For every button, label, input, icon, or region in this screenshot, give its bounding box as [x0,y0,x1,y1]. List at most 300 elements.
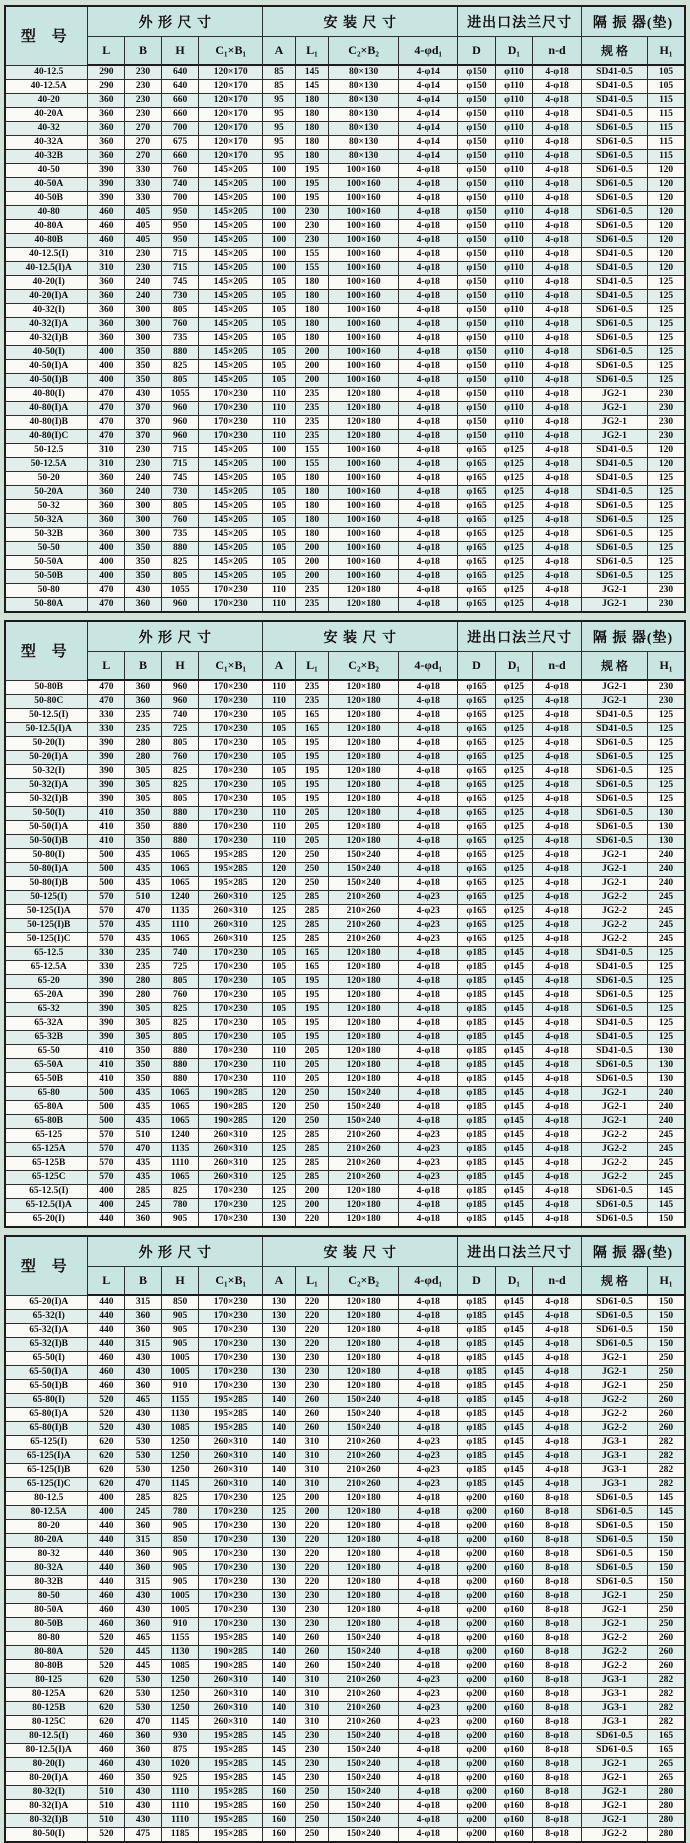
table-row [5,1576,685,1590]
table-row [5,1646,685,1660]
value-cell: 145×205 [199,206,263,220]
value-cell: JG3-1 [582,1702,648,1716]
value-cell: φ125 [495,807,532,821]
value-cell: JG2-1 [582,584,648,598]
value-cell: 100 [263,458,296,472]
value-cell: JG2-1 [582,1618,648,1632]
value-cell: 4-φ18 [399,723,458,737]
value-cell: 8-φ18 [533,1618,582,1632]
value-cell: SD61-0.5 [582,374,648,388]
column-header: B [125,652,162,681]
table-row [5,318,685,332]
value-cell: 125 [648,304,686,318]
value-cell: 200 [295,1506,328,1520]
table-row [5,807,685,821]
value-cell: 570 [88,1143,125,1157]
value-cell: 100×160 [329,570,399,584]
value-cell: φ185 [458,1143,495,1157]
value-cell: JG2-2 [582,1129,648,1143]
value-cell: JG2-1 [582,1087,648,1101]
value-cell: 8-φ18 [533,1688,582,1702]
value-cell: 4-φ18 [533,514,582,528]
column-header: L₁ [295,652,328,681]
value-cell: φ145 [495,1031,532,1045]
value-cell: φ200 [458,1744,495,1758]
value-cell: φ110 [495,108,532,122]
value-cell: 125 [263,1492,296,1506]
value-cell: 4-φ18 [533,1352,582,1366]
value-cell: 260 [648,1408,686,1422]
value-cell: 230 [648,598,686,613]
column-header: 规 格 [582,37,648,66]
value-cell: 140 [263,1394,296,1408]
value-cell: 300 [125,332,162,346]
value-cell: 250 [648,1380,686,1394]
value-cell: 120 [648,164,686,178]
value-cell: JG2-1 [582,402,648,416]
value-cell: 230 [295,1618,328,1632]
value-cell: 880 [161,346,198,360]
value-cell: 115 [648,136,686,150]
value-cell: 250 [295,1115,328,1129]
model-cell: 80-32(I)B [5,1814,88,1828]
value-cell: 360 [88,290,125,304]
model-cell: 50-80(I) [5,849,88,863]
value-cell: 4-φ18 [533,178,582,192]
value-cell: 195×285 [199,877,263,891]
value-cell: φ185 [458,961,495,975]
value-cell: 130 [263,1576,296,1590]
value-cell: 315 [125,1338,162,1352]
value-cell: 8-φ18 [533,1590,582,1604]
value-cell: φ110 [495,346,532,360]
value-cell: φ185 [458,975,495,989]
value-cell: 8-φ18 [533,1800,582,1814]
value-cell: 285 [295,919,328,933]
value-cell: 4-φ18 [399,1548,458,1562]
value-cell: 620 [88,1464,125,1478]
value-cell: 510 [125,891,162,905]
value-cell: 195×285 [199,1758,263,1772]
value-cell: 4-φ18 [533,1436,582,1450]
value-cell: 440 [88,1213,125,1228]
model-cell: 65-50 [5,1045,88,1059]
value-cell: 4-φ18 [399,709,458,723]
value-cell: 180 [295,94,328,108]
value-cell: 100×160 [329,220,399,234]
value-cell: 170×230 [199,835,263,849]
value-cell: 100×160 [329,248,399,262]
value-cell: 825 [161,1492,198,1506]
value-cell: 170×230 [199,598,263,613]
value-cell: φ185 [458,1464,495,1478]
value-cell: 145×205 [199,346,263,360]
value-cell: 170×230 [199,1352,263,1366]
value-cell: 80×130 [329,80,399,94]
value-cell: 305 [125,1003,162,1017]
value-cell: 120×180 [329,1185,399,1199]
table-row [5,1800,685,1814]
value-cell: 825 [161,556,198,570]
value-cell: φ185 [458,1185,495,1199]
value-cell: 260×310 [199,1478,263,1492]
value-cell: φ125 [495,528,532,542]
value-cell: 390 [88,989,125,1003]
model-cell: 80-32B [5,1576,88,1590]
value-cell: φ110 [495,304,532,318]
table-row [5,248,685,262]
value-cell: 285 [125,1185,162,1199]
value-cell: φ160 [495,1730,532,1744]
model-cell: 80-125 [5,1674,88,1688]
value-cell: 250 [295,1101,328,1115]
value-cell: 530 [125,1674,162,1688]
value-cell: 130 [648,1073,686,1087]
value-cell: 120×180 [329,402,399,416]
value-cell: 270 [125,150,162,164]
value-cell: 760 [161,751,198,765]
value-cell: φ200 [458,1590,495,1604]
value-cell: 125 [263,933,296,947]
value-cell: 360 [125,1324,162,1338]
value-cell: φ125 [495,458,532,472]
value-cell: 430 [125,1352,162,1366]
value-cell: 360 [88,486,125,500]
model-cell: 65-50(I) [5,1352,88,1366]
value-cell: 120×180 [329,1338,399,1352]
value-cell: 230 [648,416,686,430]
value-cell: 130 [263,1338,296,1352]
value-cell: φ165 [458,891,495,905]
value-cell: 105 [263,779,296,793]
value-cell: 8-φ18 [533,1520,582,1534]
value-cell: 125 [263,1185,296,1199]
value-cell: φ110 [495,65,532,80]
model-cell: 40-80 [5,206,88,220]
value-cell: 140 [263,1660,296,1674]
value-cell: 100×160 [329,458,399,472]
value-cell: 310 [295,1436,328,1450]
value-cell: SD61-0.5 [582,570,648,584]
value-cell: φ185 [458,1310,495,1324]
value-cell: 305 [125,765,162,779]
model-cell: 80-20A [5,1534,88,1548]
value-cell: 8-φ18 [533,1646,582,1660]
value-cell: 205 [295,807,328,821]
value-cell: 360 [88,122,125,136]
value-cell: 8-φ18 [533,1492,582,1506]
value-cell: 1240 [161,1129,198,1143]
value-cell: 460 [88,1366,125,1380]
value-cell: φ160 [495,1674,532,1688]
value-cell: 245 [648,919,686,933]
value-cell: 570 [88,933,125,947]
table-row [5,793,685,807]
table-row [5,947,685,961]
value-cell: SD41-0.5 [582,108,648,122]
value-cell: φ160 [495,1548,532,1562]
value-cell: 905 [161,1324,198,1338]
value-cell: 125 [648,318,686,332]
value-cell: φ165 [458,514,495,528]
value-cell: 145 [263,1772,296,1786]
value-cell: 120×180 [329,416,399,430]
value-cell: 170×230 [199,1338,263,1352]
value-cell: 260×310 [199,1129,263,1143]
value-cell: 440 [88,1576,125,1590]
table-row [5,1702,685,1716]
value-cell: 4-φ18 [533,961,582,975]
value-cell: 170×230 [199,584,263,598]
value-cell: φ200 [458,1772,495,1786]
value-cell: JG2-1 [582,863,648,877]
value-cell: 140 [263,1646,296,1660]
value-cell: 4-φ18 [399,430,458,444]
value-cell: 235 [295,584,328,598]
value-cell: φ125 [495,765,532,779]
value-cell: 150×240 [329,1828,399,1843]
value-cell: 4-φ18 [533,807,582,821]
table-row [5,486,685,500]
value-cell: φ150 [458,80,495,94]
value-cell: φ110 [495,430,532,444]
table-row [5,863,685,877]
value-cell: 4-φ18 [399,1338,458,1352]
value-cell: 880 [161,1045,198,1059]
table-row [5,80,685,94]
value-cell: 260×310 [199,1674,263,1688]
value-cell: 120×180 [329,835,399,849]
value-cell: φ160 [495,1618,532,1632]
model-cell: 80-80A [5,1646,88,1660]
value-cell: 805 [161,570,198,584]
value-cell: 120×180 [329,779,399,793]
value-cell: φ145 [495,1366,532,1380]
value-cell: 330 [125,164,162,178]
value-cell: 470 [125,905,162,919]
value-cell: 350 [125,570,162,584]
value-cell: 880 [161,542,198,556]
value-cell: 170×230 [199,807,263,821]
value-cell: 145 [648,1185,686,1199]
value-cell: 180 [295,318,328,332]
value-cell: φ145 [495,1478,532,1492]
value-cell: 8-φ18 [533,1772,582,1786]
value-cell: 760 [161,318,198,332]
value-cell: 4-φ18 [399,374,458,388]
value-cell: 120×180 [329,1199,399,1213]
value-cell: 360 [125,1310,162,1324]
value-cell: 195 [295,793,328,807]
value-cell: 4-φ18 [399,402,458,416]
value-cell: 150 [648,1534,686,1548]
value-cell: 190×285 [199,1646,263,1660]
value-cell: 360 [88,528,125,542]
table-row [5,751,685,765]
value-cell: 145×205 [199,458,263,472]
value-cell: 350 [125,360,162,374]
value-cell: 470 [88,695,125,709]
value-cell: 105 [263,542,296,556]
value-cell: 150×240 [329,1660,399,1674]
value-cell: 150×240 [329,1115,399,1129]
model-cell: 40-20(I) [5,276,88,290]
value-cell: 260×310 [199,1157,263,1171]
value-cell: 100 [263,444,296,458]
value-cell: 440 [88,1520,125,1534]
table-row [5,458,685,472]
value-cell: 120×180 [329,947,399,961]
value-cell: 115 [648,150,686,164]
value-cell: 410 [88,835,125,849]
value-cell: 4-φ18 [399,1618,458,1632]
value-cell: 120×170 [199,136,263,150]
value-cell: 105 [263,570,296,584]
value-cell: 170×230 [199,793,263,807]
value-cell: 4-φ18 [533,458,582,472]
value-cell: 4-φ18 [533,947,582,961]
value-cell: φ145 [495,1101,532,1115]
value-cell: φ185 [458,1059,495,1073]
value-cell: 260 [295,1660,328,1674]
model-cell: 65-125B [5,1157,88,1171]
value-cell: 105 [263,318,296,332]
value-cell: 4-φ18 [399,1772,458,1786]
value-cell: φ185 [458,1045,495,1059]
model-cell: 50-50 [5,542,88,556]
value-cell: φ110 [495,220,532,234]
value-cell: SD41-0.5 [582,262,648,276]
value-cell: φ185 [458,1324,495,1338]
value-cell: 110 [263,695,296,709]
value-cell: 4-φ18 [533,737,582,751]
table-row [5,1394,685,1408]
value-cell: 260×310 [199,1436,263,1450]
value-cell: 905 [161,1520,198,1534]
column-header: B [125,37,162,66]
value-cell: SD61-0.5 [582,220,648,234]
value-cell: 1155 [161,1394,198,1408]
value-cell: φ110 [495,318,532,332]
value-cell: 210×260 [329,1171,399,1185]
value-cell: 140 [263,1464,296,1478]
value-cell: 125 [648,793,686,807]
value-cell: 825 [161,360,198,374]
value-cell: JG3-1 [582,1478,648,1492]
value-cell: φ145 [495,961,532,975]
value-cell: 360 [125,1213,162,1228]
value-cell: 260×310 [199,1702,263,1716]
column-header: n-d [533,652,582,681]
value-cell: 110 [263,598,296,613]
value-cell: φ200 [458,1562,495,1576]
value-cell: 280 [648,1800,686,1814]
value-cell: 120 [648,206,686,220]
value-cell: 430 [125,1758,162,1772]
value-cell: 120 [648,458,686,472]
value-cell: 180 [295,108,328,122]
value-cell: φ200 [458,1674,495,1688]
value-cell: 120×180 [329,1366,399,1380]
value-cell: φ145 [495,989,532,1003]
value-cell: JG2-2 [582,891,648,905]
model-cell: 65-80B [5,1115,88,1129]
model-cell: 65-80(I)A [5,1408,88,1422]
value-cell: 150×240 [329,863,399,877]
value-cell: 180 [295,500,328,514]
model-cell: 80-50 [5,1590,88,1604]
value-cell: 125 [648,486,686,500]
table-row [5,709,685,723]
value-cell: φ110 [495,290,532,304]
column-header: A [263,1267,296,1296]
value-cell: 260 [295,1408,328,1422]
value-cell: 4-φ18 [533,919,582,933]
value-cell: 500 [88,1115,125,1129]
value-cell: 4-φ18 [533,570,582,584]
value-cell: 4-φ18 [399,1758,458,1772]
table-row [5,933,685,947]
value-cell: JG3-1 [582,1716,648,1730]
value-cell: 250 [648,1618,686,1632]
value-cell: 125 [648,709,686,723]
value-cell: 4-φ18 [399,1017,458,1031]
model-cell: 50-20(I) [5,737,88,751]
value-cell: 210×260 [329,1436,399,1450]
value-cell: 95 [263,150,296,164]
value-cell: 105 [648,65,686,80]
value-cell: 120×180 [329,1073,399,1087]
value-cell: 125 [648,472,686,486]
value-cell: 4-φ18 [399,1199,458,1213]
value-cell: 220 [295,1520,328,1534]
model-cell: 65-32(I) [5,1310,88,1324]
value-cell: 282 [648,1478,686,1492]
value-cell: φ160 [495,1632,532,1646]
value-cell: 4-φ18 [399,388,458,402]
value-cell: 470 [88,388,125,402]
value-cell: 282 [648,1702,686,1716]
value-cell: φ125 [495,933,532,947]
value-cell: 745 [161,472,198,486]
value-cell: 310 [88,444,125,458]
value-cell: 460 [88,1380,125,1394]
value-cell: 235 [295,430,328,444]
value-cell: 8-φ18 [533,1576,582,1590]
value-cell: 4-φ23 [399,1464,458,1478]
group-header: 进出口法兰尺寸 [458,621,582,652]
value-cell: φ125 [495,584,532,598]
value-cell: 4-φ18 [533,1087,582,1101]
value-cell: SD41-0.5 [582,276,648,290]
value-cell: 4-φ23 [399,1688,458,1702]
value-cell: 4-φ18 [533,1045,582,1059]
value-cell: 4-φ18 [533,122,582,136]
value-cell: φ160 [495,1786,532,1800]
value-cell: 4-φ18 [399,1115,458,1129]
value-cell: 715 [161,262,198,276]
value-cell: 4-φ18 [399,206,458,220]
value-cell: 700 [161,122,198,136]
value-cell: JG2-1 [582,1772,648,1786]
value-cell: 4-φ18 [399,346,458,360]
value-cell: JG2-2 [582,919,648,933]
value-cell: 8-φ18 [533,1632,582,1646]
value-cell: 390 [88,765,125,779]
value-cell: φ185 [458,1073,495,1087]
value-cell: 145 [295,80,328,94]
table-row [5,891,685,905]
